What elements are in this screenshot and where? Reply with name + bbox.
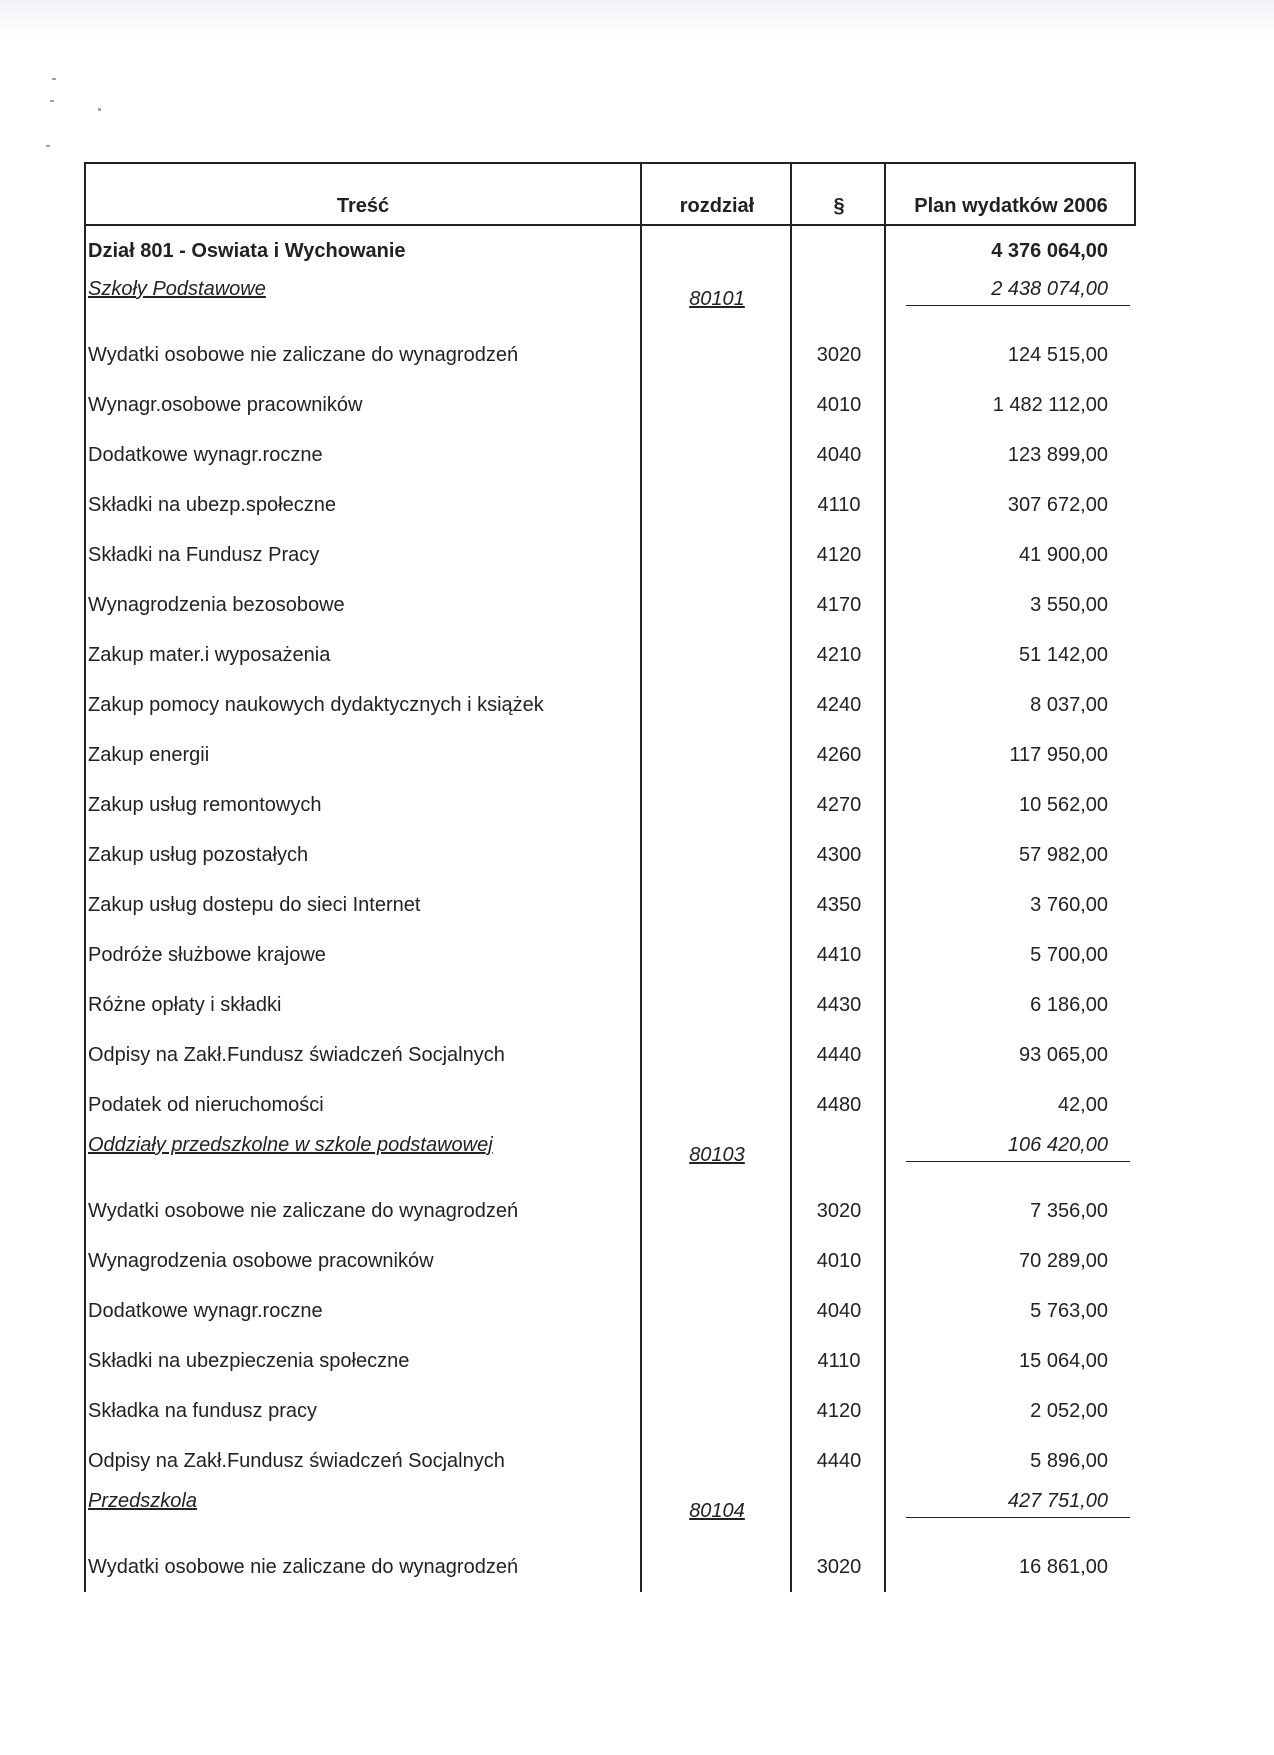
cell-paragraf: 4010: [816, 394, 862, 416]
table-row: [84, 1030, 1136, 1080]
cell-paragraf: 4170: [816, 594, 862, 616]
cell-tresc: Podróże służbowe krajowe: [88, 944, 326, 966]
cell-plan: 41 900,00: [1019, 544, 1108, 566]
cell-tresc: Wydatki osobowe nie zaliczane do wynagrodzeń: [88, 344, 519, 366]
table-row: [84, 1236, 1136, 1286]
table-row: [84, 1542, 1136, 1592]
table-row: [84, 1336, 1136, 1386]
cell-plan: 4 376 064,00: [991, 240, 1108, 262]
cell-paragraf: 4260: [816, 744, 862, 766]
cell-paragraf: 4120: [816, 1400, 862, 1422]
cell-rozdzial: 80101: [689, 288, 745, 310]
subsection-row: [84, 1486, 1136, 1542]
cell-plan: 5 896,00: [1030, 1450, 1108, 1472]
cell-paragraf: 3020: [816, 1200, 862, 1222]
subtotal-underline: [906, 305, 1130, 306]
cell-tresc: Wynagr.osobowe pracowników: [88, 394, 363, 416]
column-divider: [640, 162, 642, 1592]
cell-plan: 124 515,00: [1007, 344, 1108, 366]
cell-plan: 7 356,00: [1030, 1200, 1108, 1222]
subsection-row: [84, 274, 1136, 330]
table-row: [84, 630, 1136, 680]
cell-plan: 1 482 112,00: [992, 394, 1108, 416]
cell-plan: 2 438 074,00: [991, 278, 1108, 300]
scan-speck: [46, 145, 50, 147]
cell-plan: 42,00: [1057, 1094, 1108, 1116]
cell-plan: 16 861,00: [1019, 1556, 1108, 1578]
cell-tresc: Wydatki osobowe nie zaliczane do wynagrodzeń: [88, 1556, 519, 1578]
cell-tresc: Zakup pomocy naukowych dydaktycznych i książek: [88, 694, 544, 716]
budget-table: [84, 162, 1136, 1592]
column-divider: [790, 162, 792, 1592]
table-row: [84, 530, 1136, 580]
table-row: [84, 1286, 1136, 1336]
cell-paragraf: 4430: [816, 994, 862, 1016]
column-divider: [884, 162, 886, 1592]
cell-plan: 3 550,00: [1030, 594, 1108, 616]
cell-tresc: Oddziały przedszkolne w szkole podstawowej: [88, 1134, 493, 1156]
cell-tresc: Składka na fundusz pracy: [88, 1400, 318, 1422]
cell-paragraf: 4270: [816, 794, 862, 816]
cell-tresc: Szkoły Podstawowe: [88, 278, 266, 300]
header-rozdzial: rozdział: [679, 195, 755, 217]
cell-plan: 307 672,00: [1007, 494, 1108, 516]
table-row: [84, 680, 1136, 730]
cell-plan: 117 950,00: [1009, 744, 1108, 766]
cell-paragraf: 4010: [816, 1250, 862, 1272]
cell-paragraf: 4210: [816, 644, 862, 666]
cell-tresc: Różne opłaty i składki: [88, 994, 282, 1016]
cell-paragraf: 4440: [816, 1044, 862, 1066]
cell-plan: 51 142,00: [1019, 644, 1108, 666]
cell-tresc: Odpisy na Zakł.Fundusz świadczeń Socjalnych: [88, 1450, 505, 1472]
table-row: [84, 1186, 1136, 1236]
cell-tresc: Dodatkowe wynagr.roczne: [88, 444, 323, 466]
cell-paragraf: 3020: [816, 344, 862, 366]
cell-paragraf: 4480: [816, 1094, 862, 1116]
table-row: [84, 930, 1136, 980]
table-row: [84, 1436, 1136, 1486]
table-row: [84, 1386, 1136, 1436]
section-row: [84, 226, 1136, 274]
cell-tresc: Wydatki osobowe nie zaliczane do wynagrodzeń: [88, 1200, 519, 1222]
cell-tresc: Składki na Fundusz Pracy: [88, 544, 320, 566]
cell-paragraf: 4120: [816, 544, 862, 566]
cell-tresc: Składki na ubezp.społeczne: [88, 494, 336, 516]
cell-plan: 106 420,00: [1007, 1134, 1108, 1156]
subsection-row: [84, 1130, 1136, 1186]
cell-paragraf: 4410: [816, 944, 862, 966]
cell-paragraf: 4110: [817, 494, 861, 516]
table-row: [84, 430, 1136, 480]
scan-speck: [50, 100, 54, 102]
column-divider: [84, 162, 86, 1592]
cell-tresc: Wynagrodzenia osobowe pracowników: [88, 1250, 434, 1272]
table-body: [84, 226, 1136, 1592]
cell-paragraf: 4300: [816, 844, 862, 866]
scan-edge: [0, 0, 1274, 40]
cell-plan: 15 064,00: [1019, 1350, 1108, 1372]
cell-plan: 10 562,00: [1019, 794, 1108, 816]
cell-tresc: Odpisy na Zakł.Fundusz świadczeń Socjalnych: [88, 1044, 505, 1066]
cell-tresc: Zakup energii: [88, 744, 210, 766]
cell-paragraf: 4040: [816, 444, 862, 466]
cell-plan: 8 037,00: [1030, 694, 1108, 716]
cell-rozdzial: 80103: [689, 1144, 745, 1166]
header-tresc: Treść: [336, 195, 390, 217]
cell-plan: 123 899,00: [1007, 444, 1108, 466]
table-row: [84, 980, 1136, 1030]
cell-tresc: Podatek od nieruchomości: [88, 1094, 324, 1116]
cell-plan: 93 065,00: [1019, 1044, 1108, 1066]
table-row: [84, 830, 1136, 880]
cell-tresc: Zakup usług dostepu do sieci Internet: [88, 894, 421, 916]
cell-rozdzial: 80104: [689, 1500, 745, 1522]
cell-tresc: Dodatkowe wynagr.roczne: [88, 1300, 323, 1322]
subtotal-underline: [906, 1161, 1130, 1162]
table-header: [84, 162, 1136, 226]
cell-plan: 57 982,00: [1019, 844, 1108, 866]
cell-plan: 2 052,00: [1030, 1400, 1108, 1422]
table-row: [84, 330, 1136, 380]
cell-paragraf: 4110: [817, 1350, 861, 1372]
table-row: [84, 730, 1136, 780]
subtotal-underline: [906, 1517, 1130, 1518]
cell-paragraf: 3020: [816, 1556, 862, 1578]
cell-tresc: Składki na ubezpieczenia społeczne: [88, 1350, 410, 1372]
table-row: [84, 580, 1136, 630]
cell-tresc: Przedszkola: [88, 1490, 197, 1512]
cell-paragraf: 4240: [816, 694, 862, 716]
table-row: [84, 880, 1136, 930]
header-paragraf: §: [833, 195, 845, 217]
cell-tresc: Wynagrodzenia bezosobowe: [88, 594, 345, 616]
scan-speck: [52, 78, 56, 80]
scan-speck: [98, 108, 101, 111]
cell-paragraf: 4440: [816, 1450, 862, 1472]
cell-plan: 3 760,00: [1030, 894, 1108, 916]
cell-plan: 70 289,00: [1019, 1250, 1108, 1272]
cell-tresc: Zakup usług pozostałych: [88, 844, 309, 866]
cell-paragraf: 4040: [816, 1300, 862, 1322]
cell-paragraf: 4350: [816, 894, 862, 916]
table-row: [84, 1080, 1136, 1130]
header-plan: Plan wydatków 2006: [914, 195, 1108, 217]
table-row: [84, 480, 1136, 530]
cell-plan: 427 751,00: [1007, 1490, 1108, 1512]
cell-tresc: Zakup mater.i wyposażenia: [88, 644, 331, 666]
cell-plan: 6 186,00: [1030, 994, 1108, 1016]
column-divider: [1134, 162, 1136, 224]
cell-plan: 5 763,00: [1030, 1300, 1108, 1322]
table-row: [84, 380, 1136, 430]
table-row: [84, 780, 1136, 830]
cell-plan: 5 700,00: [1030, 944, 1108, 966]
cell-tresc: Zakup usług remontowych: [88, 794, 322, 816]
cell-tresc: Dział 801 - Oswiata i Wychowanie: [88, 240, 406, 262]
